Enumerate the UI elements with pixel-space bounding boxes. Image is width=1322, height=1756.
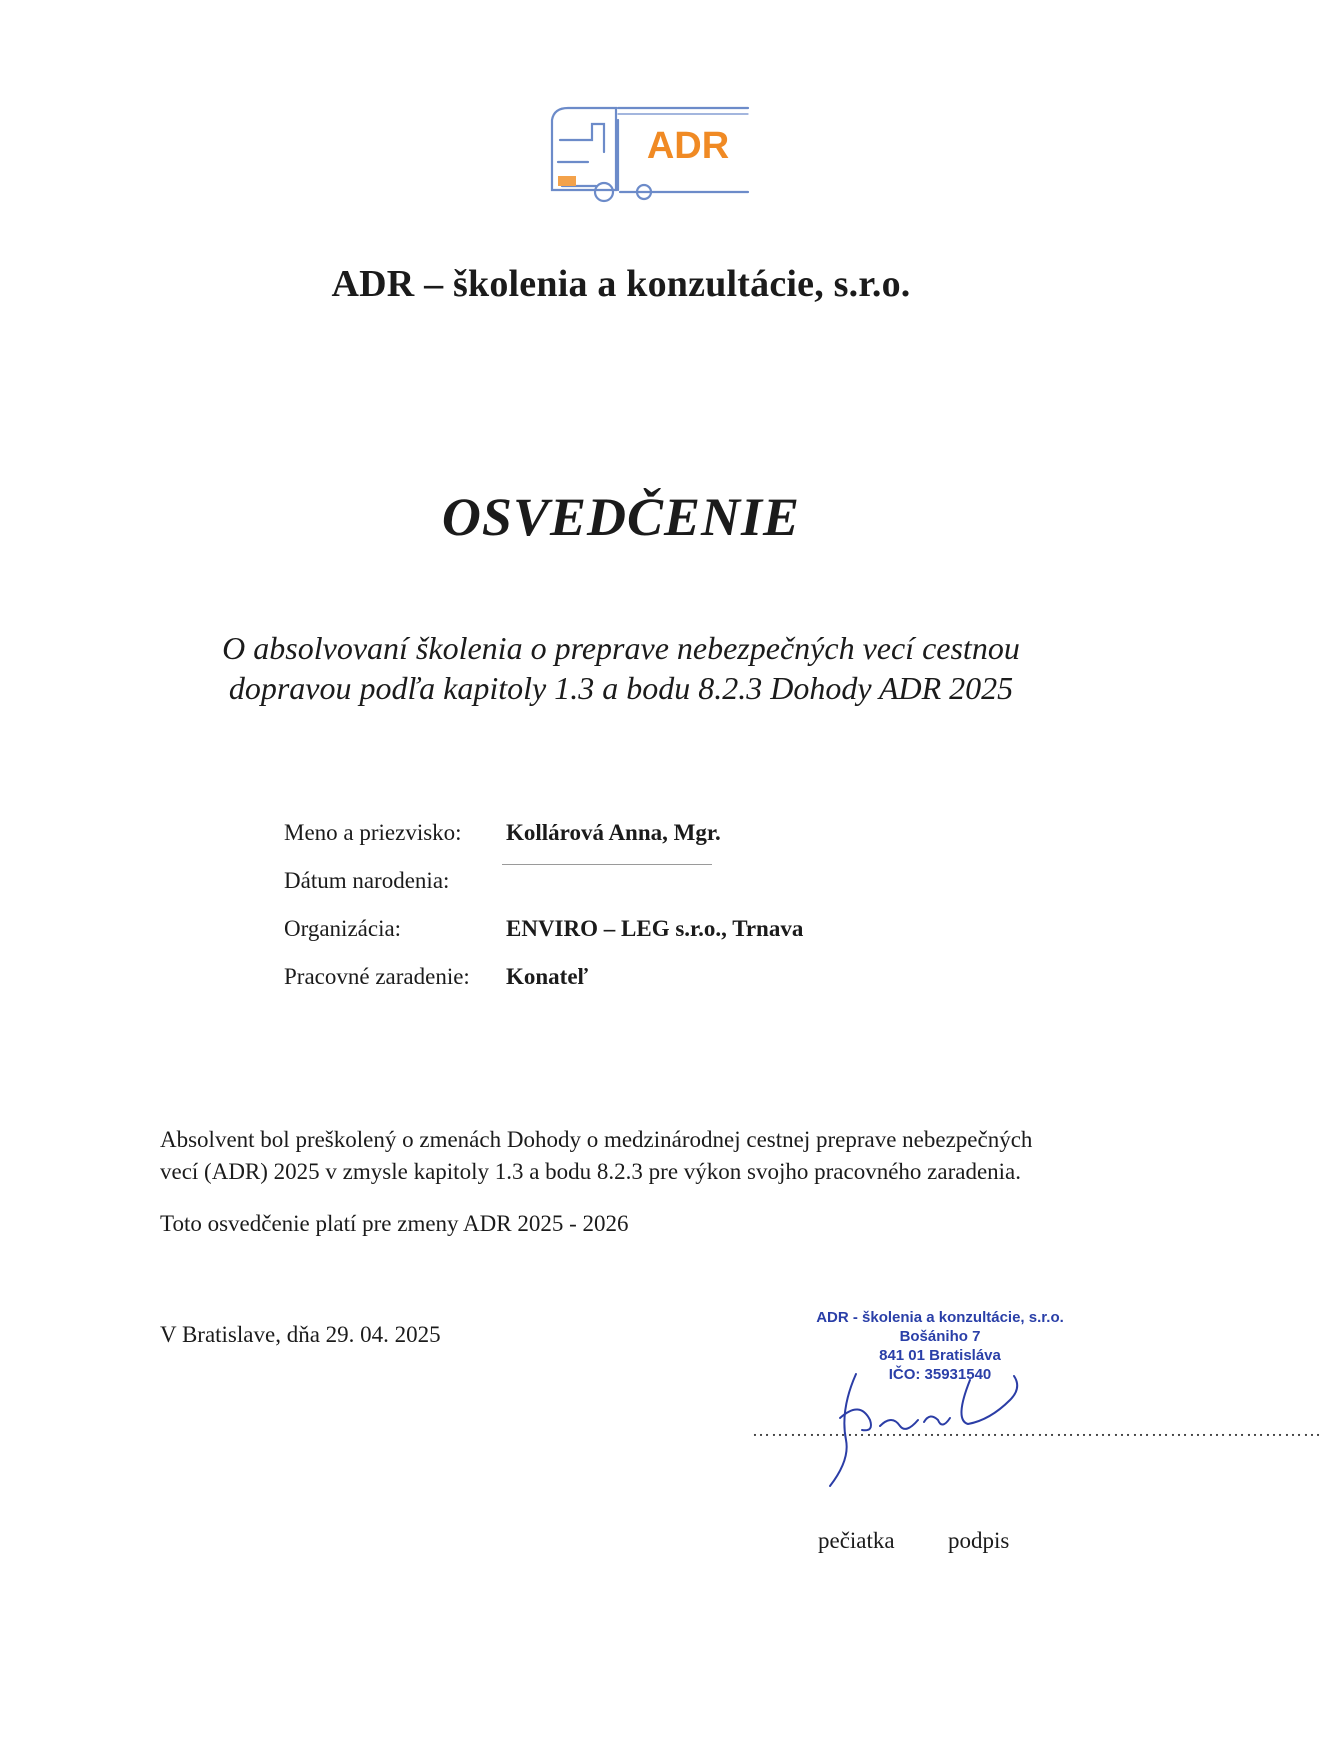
validity-statement: Toto osvedčenie platí pre zmeny ADR 2025 - 2026 [160,1211,629,1236]
adr-truck-logo [548,100,754,216]
place-and-date: V Bratislave, dňa 29. 04. 2025 [160,1322,441,1347]
statement-line-1: Absolvent bol preškolený o zmenách Dohody o medzinárodnej cestnej preprave nebezpečných [160,1127,1033,1152]
organization-label: Organizácia: [284,916,402,941]
position-value: Konateľ [506,964,589,989]
stamp-street: Bošániho 7 [899,1328,981,1345]
name-underline [502,864,712,865]
certificate-title: OSVEDČENIE [441,487,801,547]
logo-text: ADR [646,125,730,167]
subtitle-line-2: dopravou podľa kapitoly 1.3 a bodu 8.2.3 Dohody ADR 2025 [228,670,1014,706]
signature-caption: podpis [948,1528,1010,1553]
name-value: Kollárová Anna, Mgr. [506,820,721,845]
position-label: Pracovné zaradenie: [284,964,470,989]
statement-line-2: vecí (ADR) 2025 v zmysle kapitoly 1.3 a bodu 8.2.3 pre výkon svojho pracovného zaradenia. [160,1159,1022,1184]
organization-value: ENVIRO – LEG s.r.o., Trnava [506,916,804,941]
training-statement [160,1124,1140,1188]
certificate-subtitle [200,628,1042,708]
handwritten-signature [800,1360,1060,1490]
birthdate-label: Dátum narodenia: [284,868,450,893]
stamp-ico: IČO: 35931540 [888,1366,992,1383]
signature-line: ……………………………………………………………………………… [752,1420,1322,1440]
stamp-company: ADR - školenia a konzultácie, s.r.o. [816,1309,1064,1326]
name-label: Meno a priezvisko: [284,820,462,845]
company-name: ADR – školenia a konzultácie, s.r.o. [331,263,911,305]
subtitle-line-1: O absolvovaní školenia o preprave nebezpečných vecí cestnou [222,630,1020,666]
stamp-caption: pečiatka [818,1528,895,1553]
stamp-city: 841 01 Bratisláva [879,1347,1001,1364]
